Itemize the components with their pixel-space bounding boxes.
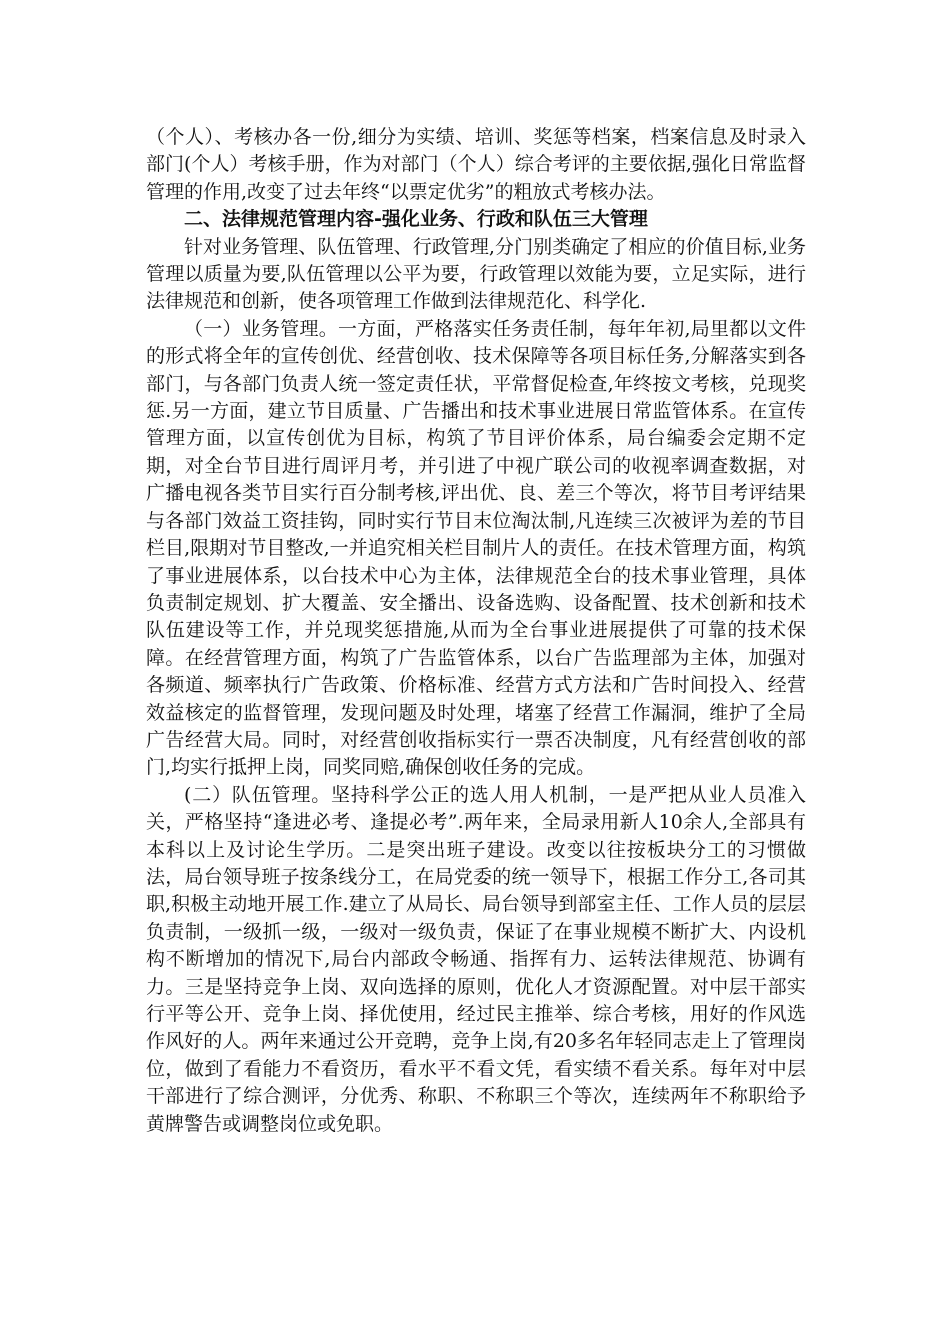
- business-management-paragraph: （一）业务管理。一方面，严格落实任务责任制，每年年初,局里都以文件的形式将全年的宣传创优、经营创收、技术保障等各项目标任务,分解落实到各部门，与各部门负责人统一签定责任状，平常督促检查,年终按文考核，兑现奖惩.另一方面，建立节目质量、广告播出和技术事业进展日常监管体系。在宣传管理方面，以宣传创优为目标，构筑了节目评价体系，局台编委会定期不定期，对全台节目进行周评月考，并引进了中视广联公司的收视率调查数据，对广播电视各类节目实行百分制考核,评出优、良、差三个等次，将节目考评结果与各部门效益工资挂钩，同时实行节目末位淘汰制,凡连续三次被评为差的节目栏目,限期对节目整改,一并追究相关栏目制片人的责任。在技术管理方面，构筑了事业进展体系，以台技术中心为主体，法律规范全台的技术事业管理，具体负责制定规划、扩大覆盖、安全播出、设备选购、设备配置、技术创新和技术队伍建设等工作，并兑现奖惩措施,从而为全台事业进展提供了可靠的技术保障。在经营管理方面，构筑了广告监管体系，以台广告监理部为主体，加强对各频道、频率执行广告政策、价格标准、经营方式方法和广告时间投入、经营效益核定的监督管理，发现问题及时处理，堵塞了经营工作漏洞，维护了全局广告经营大局。同时，对经营创收指标实行一票否决制度，凡有经营创收的部门,均实行抵押上岗，同奖同赔,确保创收任务的完成。: [146, 317, 806, 779]
- document-body: [146, 124, 806, 1138]
- team-management-paragraph: (二）队伍管理。坚持科学公正的选人用人机制，一是严把从业人员准入关，严格坚持“逢进必考、逢提必考”.两年来，全局录用新人10余人,全部具有本科以上及讨论生学历。二是突出班子建设。改变以往按板块分工的习惯做法，局台领导班子按条线分工，在局党委的统一领导下，根据工作分工,各司其职,积极主动地开展工作.建立了从局长、局台领导到部室主任、工作人员的层层负责制，一级抓一级，一级对一级负责，保证了在事业规模不断扩大、内设机构不断增加的情况下,局台内部政令畅通、指挥有力、运转法律规范、协调有力。三是坚持竞争上岗、双向选择的原则，优化人才资源配置。对中层干部实行平等公开、竞争上岗、择优使用，经过民主推举、综合考核，用好的作风选作风好的人。两年来通过公开竞聘，竞争上岗,有20多名年轻同志走上了管理岗位，做到了看能力不看资历，看水平不看文凭，看实绩不看关系。每年对中层干部进行了综合测评，分优秀、称职、不称职三个等次，连续两年不称职给予黄牌警告或调整岗位或免职。: [146, 783, 806, 1135]
- continuation-paragraph: （个人）、考核办各一份,细分为实绩、培训、奖惩等档案，档案信息及时录入部门(个人）考核手册，作为对部门（个人）综合考评的主要依据,强化日常监督管理的作用,改变了过去年终“以票定优劣”的粗放式考核办法。: [146, 126, 806, 203]
- intro-paragraph: 针对业务管理、队伍管理、行政管理,分门别类确定了相应的价值目标,业务管理以质量为要,队伍管理以公平为要，行政管理以效能为要，立足实际，进行法律规范和创新，使各项管理工作做到法律规范化、科学化.: [146, 235, 806, 313]
- section-heading: 二、法律规范管理内容-强化业务、行政和队伍三大管理: [184, 208, 648, 231]
